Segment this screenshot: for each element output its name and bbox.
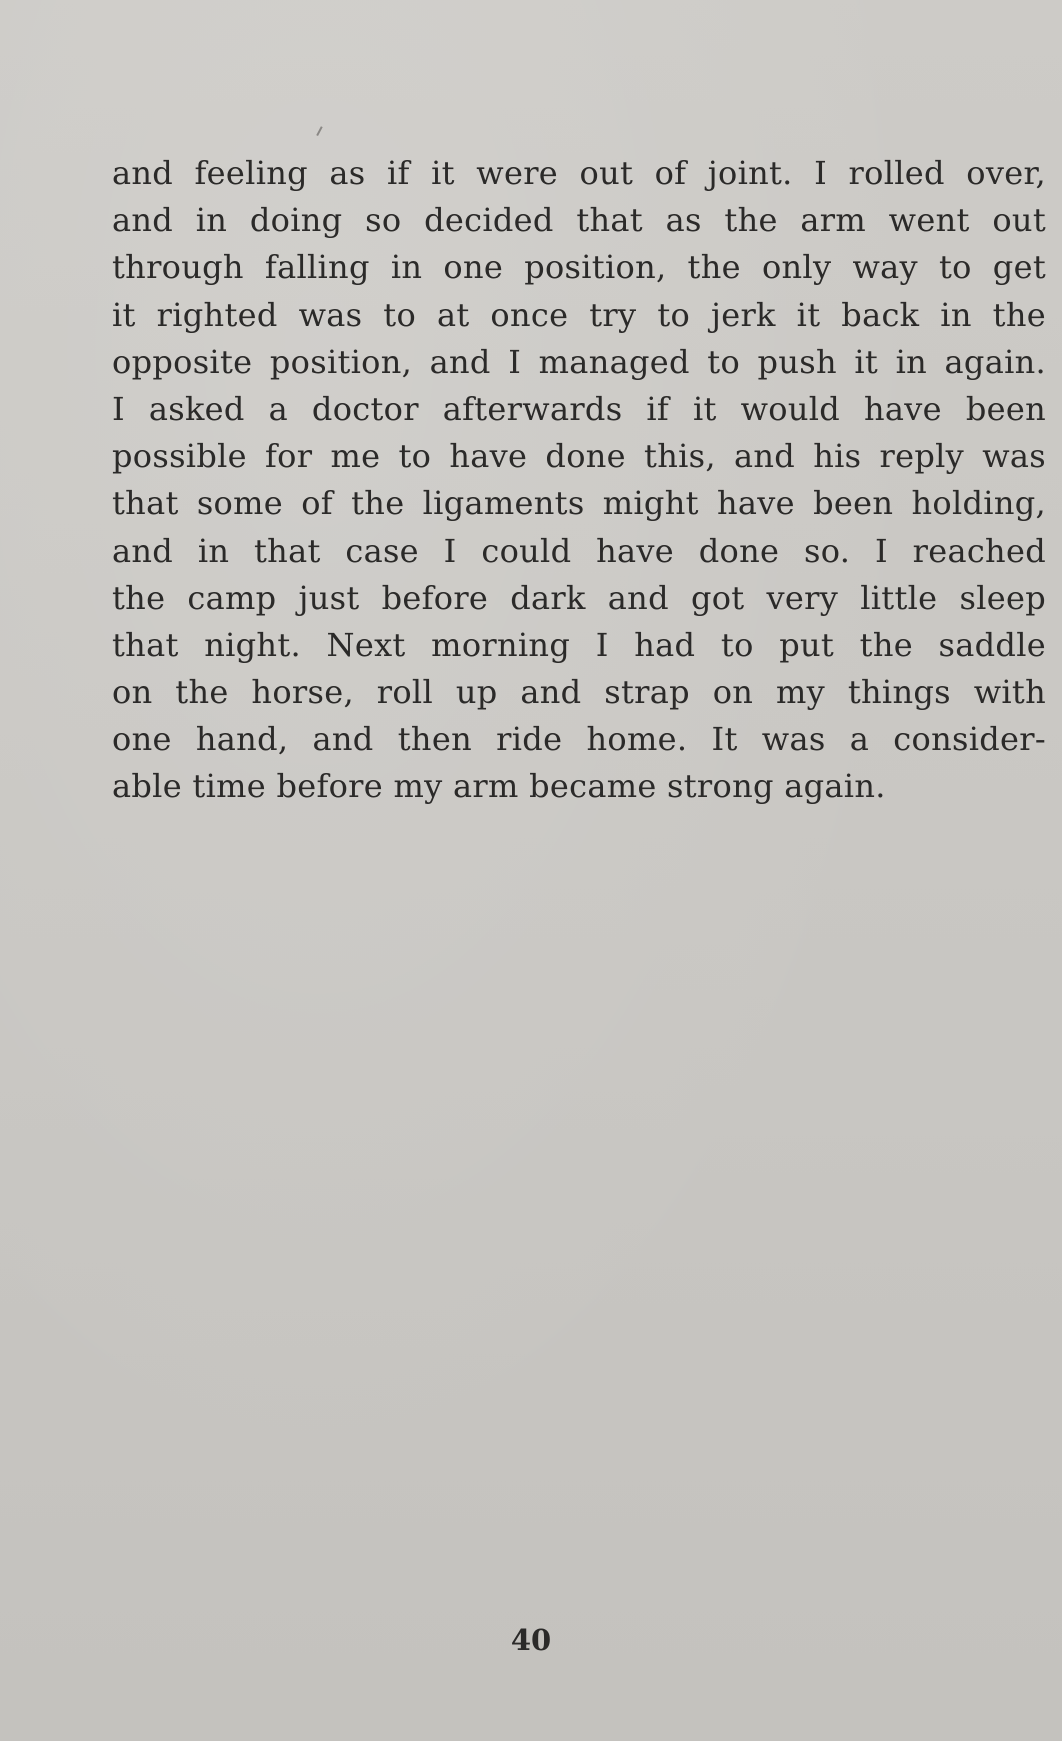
- pencil-tick-mark: [316, 126, 330, 140]
- text-line: and in doing so decided that as the arm went out: [112, 201, 1046, 240]
- text-line: on the horse, roll up and strap on my things with: [112, 673, 1046, 712]
- text-line: and in that case I could have done so. I reached: [112, 531, 1046, 570]
- text-line: opposite position, and I managed to push it in again.: [112, 342, 1046, 381]
- text-line: and feeling as if it were out of joint. I rolled over,: [112, 154, 1046, 192]
- text-line: that some of the ligaments might have been holding,: [112, 484, 1046, 523]
- text-line: I asked a doctor afterwards if it would have been: [112, 389, 1046, 428]
- text-line: through falling in one position, the only way to get: [112, 248, 1046, 287]
- text-line: one hand, and then ride home. It was a consider-: [112, 720, 1046, 759]
- text-line: that night. Next morning I had to put the saddle: [112, 625, 1046, 664]
- text-line: the camp just before dark and got very little sleep: [112, 578, 1046, 617]
- text-line: it righted was to at once try to jerk it back in the: [112, 295, 1046, 334]
- page-number: 40: [510, 1623, 552, 1657]
- body-text: [112, 150, 1046, 811]
- text-line: able time before my arm became strong again.: [112, 767, 886, 806]
- text-line: possible for me to have done this, and his reply was: [112, 437, 1046, 476]
